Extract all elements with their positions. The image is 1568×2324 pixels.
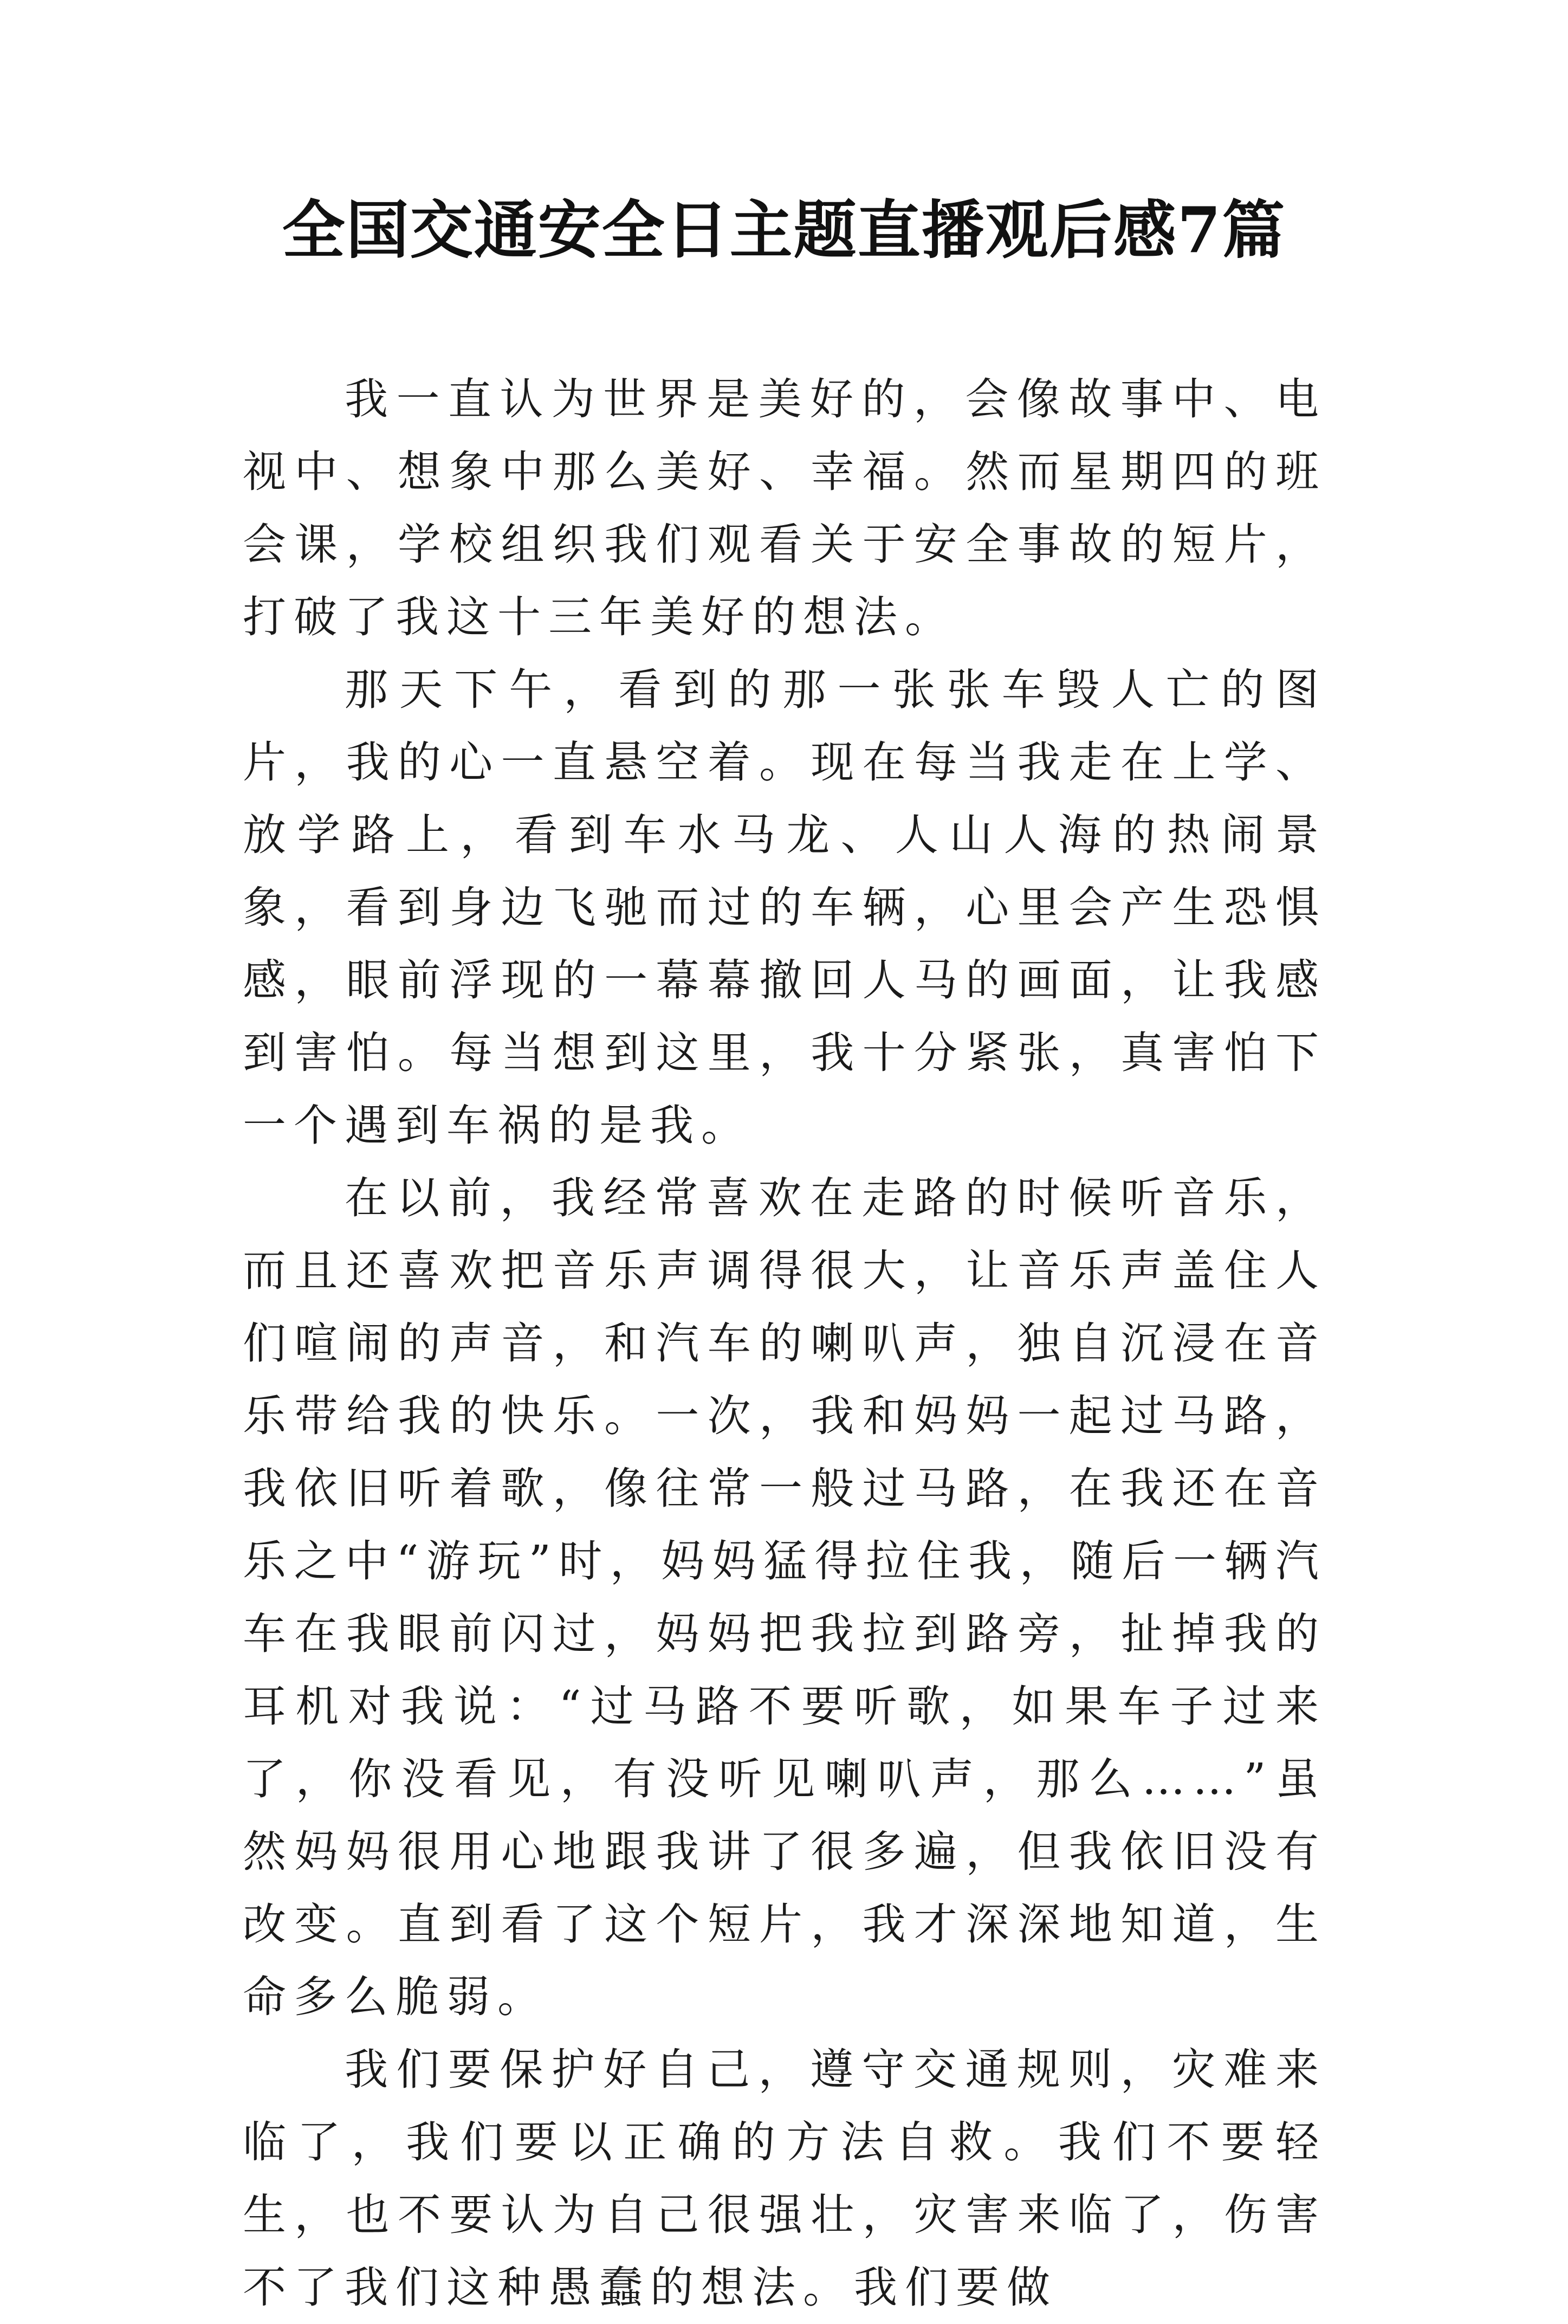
paragraph-3: 在以前，我经常喜欢在走路的时候听音乐，而且还喜欢把音乐声调得很大，让音乐声盖住人们喧闹的声音，和汽车的喇叭声，独自沉浸在音乐带给我的快乐。一次，我和妈妈一起过马路，我依旧听着歌，像往常一般过马路，在我还在音乐之中“游玩”时，妈妈猛得拉住我，随后一辆汽车在我眼前闪过，妈妈把我拉到路旁，扯掉我的耳机对我说：“过马路不要听歌，如果车子过来了，你没看见，有没听见喇叭声，那么……”虽然妈妈很用心地跟我讲了很多遍，但我依旧没有改变。直到看了这个短片，我才深深地知道，生命多么脆弱。 — [243, 1173, 1326, 2022]
document-title: 全国交通安全日主题直播观后感7篇 — [282, 193, 1286, 267]
paragraph-1: 我一直认为世界是美好的，会像故事中、电视中、想象中那么美好、幸福。然而星期四的班会课，学校组织我们观看关于安全事故的短片，打破了我这十三年美好的想法。 — [243, 374, 1326, 642]
document-body — [243, 363, 1326, 2324]
paragraph-4: 我们要保护好自己，遵守交通规则，灾难来临了，我们要以正确的方法自救。我们不要轻生，也不要认为自己很强壮，灾害来临了，伤害不了我们这种愚蠢的想法。我们要做 — [243, 2044, 1326, 2313]
paragraph-2: 那天下午，看到的那一张张车毁人亡的图片，我的心一直悬空着。现在每当我走在上学、放学路上，看到车水马龙、人山人海的热闹景象，看到身边飞驰而过的车辆，心里会产生恐惧感，眼前浮现的一幕幕撤回人马的画面，让我感到害怕。每当想到这里，我十分紧张，真害怕下一个遇到车祸的是我。 — [243, 664, 1326, 1151]
